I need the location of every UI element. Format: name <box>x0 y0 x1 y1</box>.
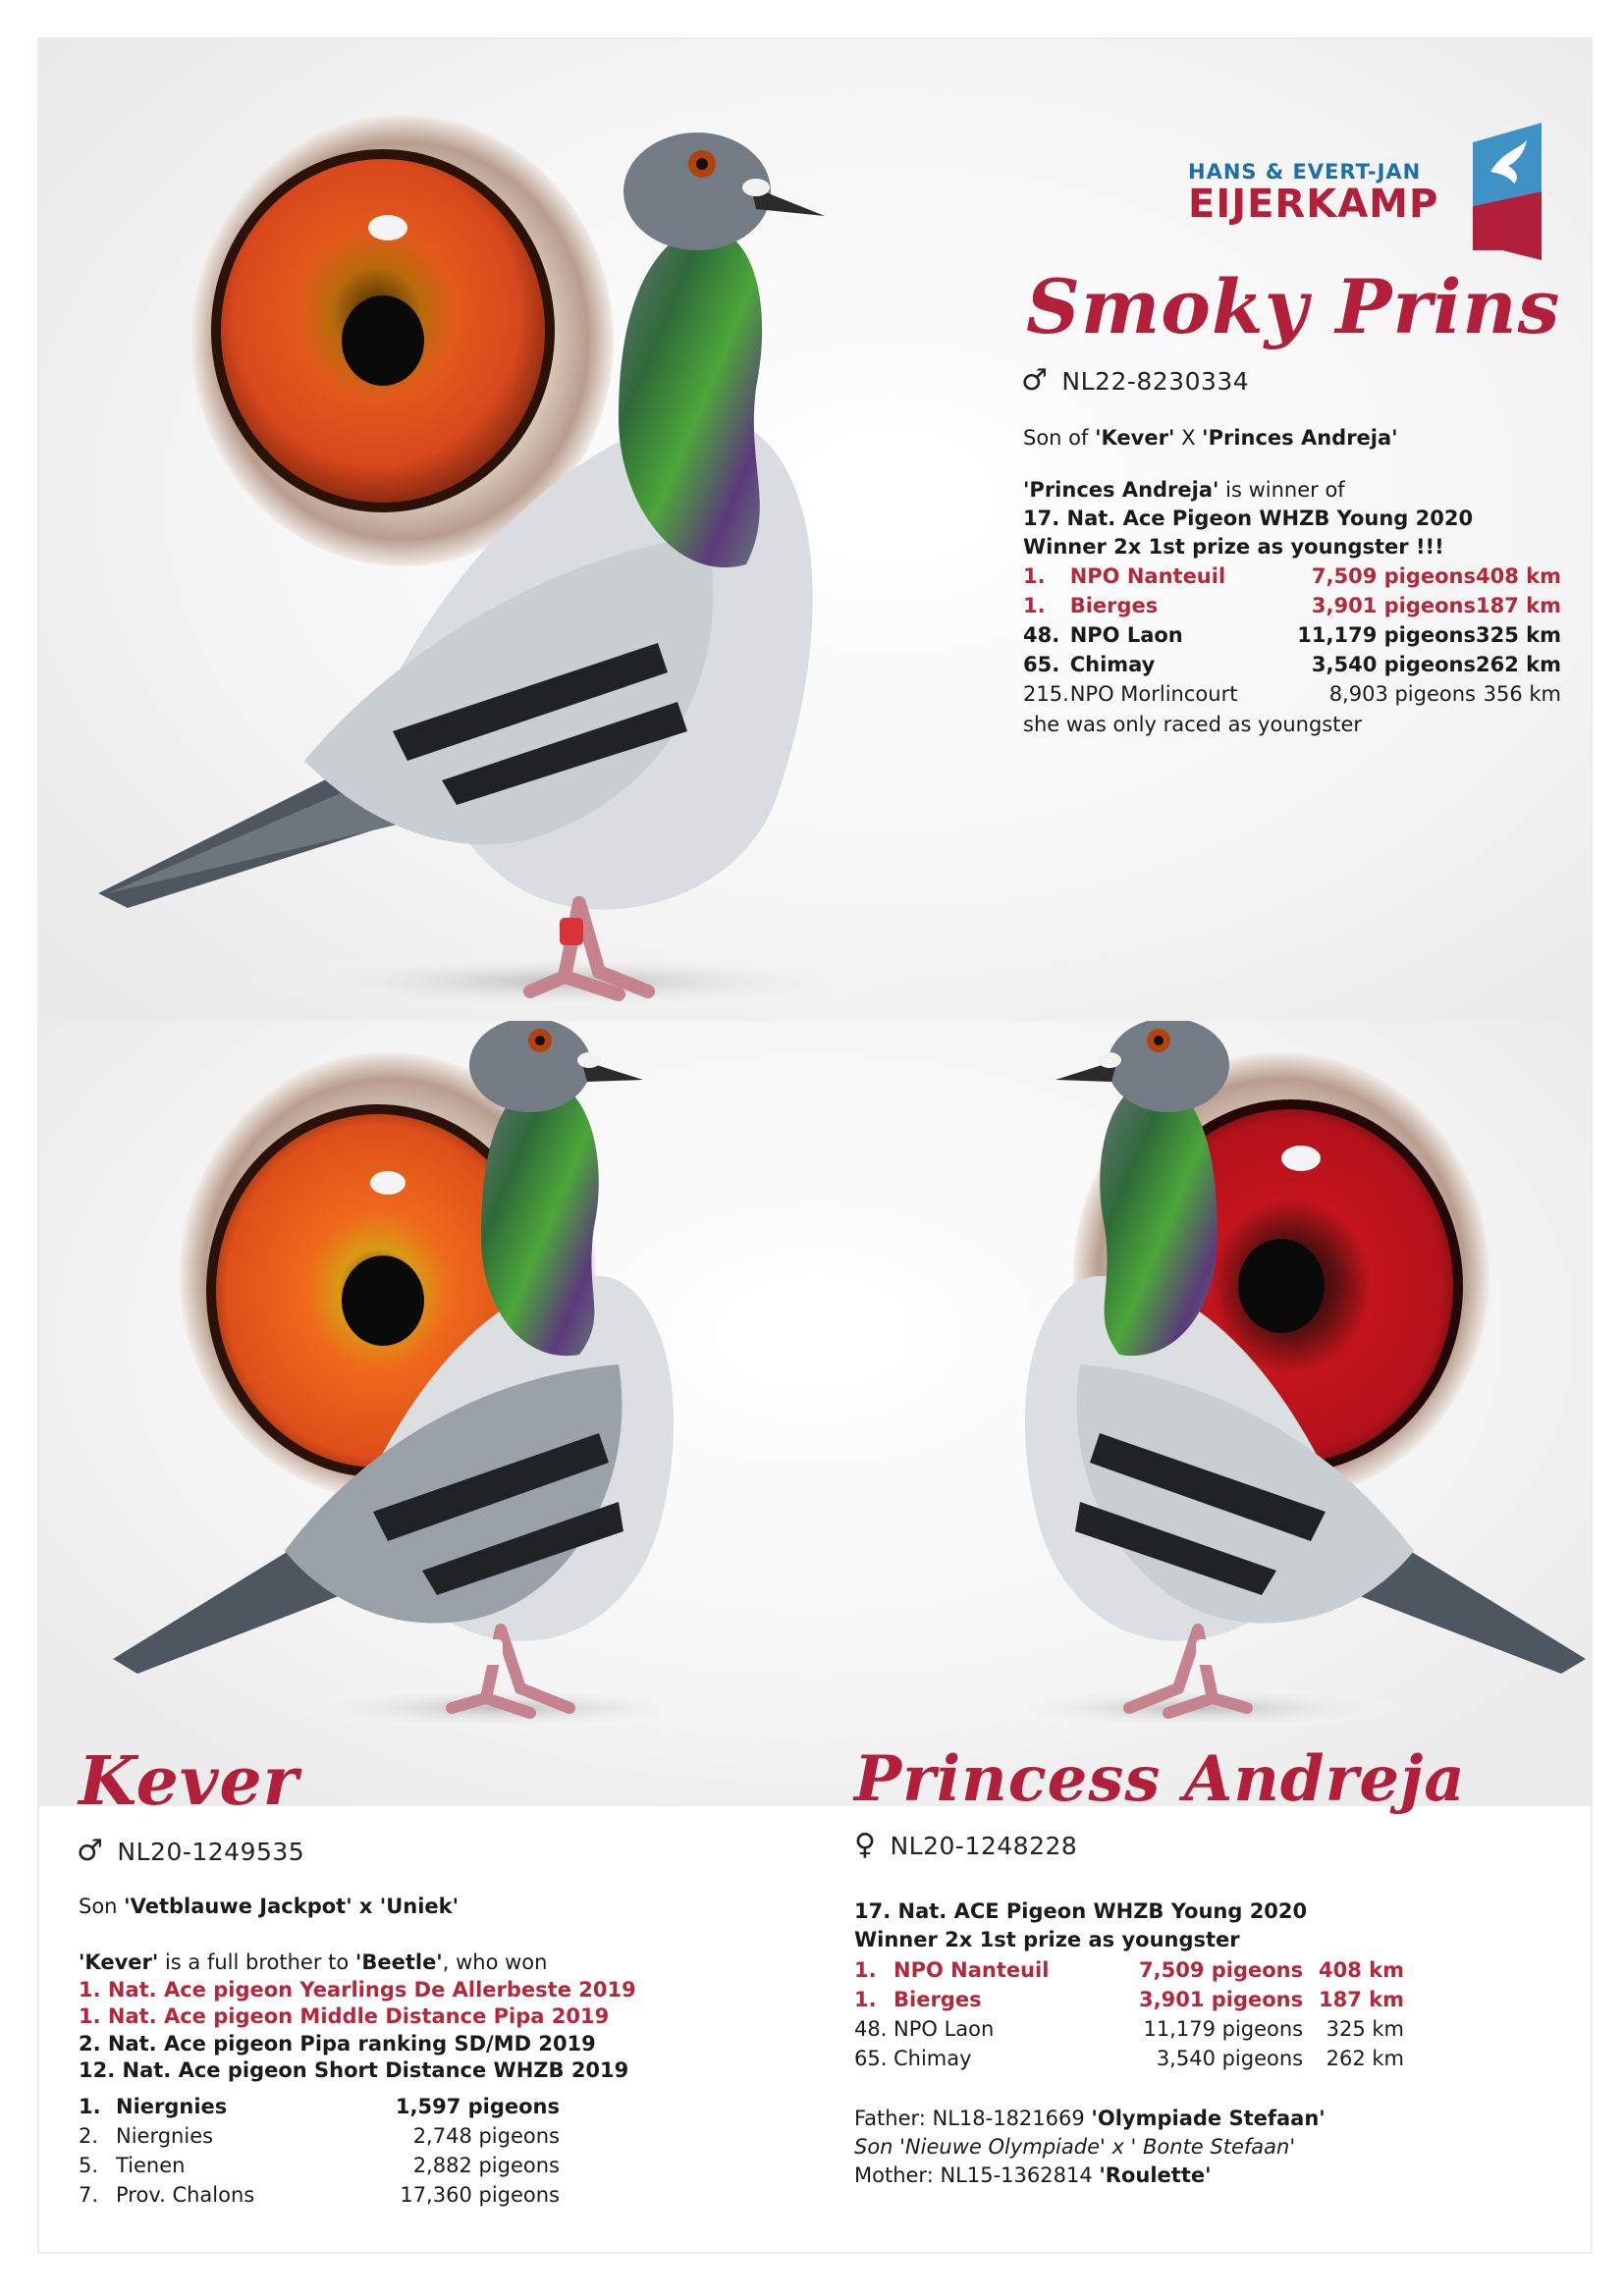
andreja-ring-number: NL20-1248228 <box>890 1832 1078 1860</box>
andreja-results-table <box>854 1955 1404 2073</box>
smoky-winner-block: 'Princes Andreja' is winner of 17. Nat. Ace Pigeon WHZB Young 2020 Winner 2x 1st prize as youngster !!! <box>1023 476 1593 561</box>
kever-title-2: 1. Nat. Ace pigeon Middle Distance Pipa 2019 <box>79 2004 610 2028</box>
table-row: 7. Prov. Chalons 17,360 pigeons <box>79 2183 560 2207</box>
kever-name: Kever <box>79 1742 299 1821</box>
smoky-footer: she was only raced as youngster <box>1023 713 1363 736</box>
page-frame <box>37 37 1593 2254</box>
table-row: 1. NPO Nanteuil 7,509 pigeons 408 km <box>1023 564 1561 588</box>
kever-title-4: 12. Nat. Ace pigeon Short Distance WHZB 2019 <box>79 2058 629 2082</box>
table-row: 215. NPO Morlincourt 8,903 pigeons 356 km <box>1023 682 1561 706</box>
table-row: 1. NPO Nanteuil 7,509 pigeons 408 km <box>854 1958 1404 1982</box>
table-row: 65. Chimay 3,540 pigeons 262 km <box>1023 653 1561 676</box>
kever-ring <box>77 1834 304 1868</box>
kever-results-table <box>79 2092 560 2210</box>
table-row: 48. NPO Laon 11,179 pigeons 325 km <box>1023 623 1561 647</box>
smoky-father: 'Kever' <box>1095 426 1175 450</box>
table-row: 65. Chimay 3,540 pigeons 262 km <box>854 2047 1404 2070</box>
smoky-ring-number: NL22-8230334 <box>1061 367 1250 396</box>
table-row: 1. Bierges 3,901 pigeons 187 km <box>854 1988 1404 2011</box>
andreja-pedigree: Father: NL18-1821669 'Olympiade Stefaan' Son 'Nieuwe Olympiade' x ' Bonte Stefaan' Mother: NL15-1362814 'Roulette' <box>854 2107 1326 2187</box>
table-row: 1. Bierges 3,901 pigeons 187 km <box>1023 594 1561 617</box>
kever-title-1: 1. Nat. Ace pigeon Yearlings De Allerbeste 2019 <box>79 1977 636 2002</box>
kever-ring-number: NL20-1249535 <box>117 1838 305 1866</box>
male-symbol-icon: ♂ <box>77 1834 104 1868</box>
smoky-title-1: 17. Nat. Ace Pigeon WHZB Young 2020 <box>1023 507 1474 530</box>
smoky-title-2: Winner 2x 1st prize as youngster !!! <box>1023 535 1444 559</box>
kever-parents: Son 'Vetblauwe Jackpot' x 'Uniek' <box>79 1895 460 1918</box>
table-row: 48. NPO Laon 11,179 pigeons 325 km <box>854 2017 1404 2041</box>
dove-flag-icon <box>1473 123 1542 260</box>
andreja-titles: 17. Nat. ACE Pigeon WHZB Young 2020 Winner 2x 1st prize as youngster <box>854 1899 1308 1951</box>
andreja-pigeon-image <box>844 1021 1591 1747</box>
smoky-parents: Son of 'Kever' X 'Princes Andreja' <box>1023 426 1398 450</box>
kever-title-3: 2. Nat. Ace pigeon Pipa ranking SD/MD 2019 <box>79 2031 596 2056</box>
andreja-ring <box>854 1828 1077 1862</box>
logo-line2: EIJERKAMP <box>1188 182 1439 227</box>
smoky-results-table <box>1023 561 1561 709</box>
table-row: 5. Tienen 2,882 pigeons <box>79 2154 560 2177</box>
smoky-pigeon-image <box>69 93 1051 1036</box>
table-row: 2. Niergnies 2,748 pigeons <box>79 2124 560 2148</box>
smoky-ring <box>1021 363 1249 398</box>
male-symbol-icon: ♂ <box>1021 363 1049 398</box>
logo-line1: HANS & EVERT-JAN <box>1188 160 1422 184</box>
table-row: 1. Niergnies 1,597 pigeons <box>79 2095 560 2118</box>
female-symbol-icon: ♀ <box>854 1828 877 1862</box>
smoky-name: Smoky Prins <box>1026 263 1561 350</box>
brand-logo <box>1188 123 1542 270</box>
smoky-mother: 'Princes Andreja' <box>1202 426 1398 450</box>
kever-pigeon-image <box>108 1021 854 1747</box>
kever-achievements: 'Kever' is a full brother to 'Beetle', who won 1. Nat. Ace pigeon Yearlings De Allerbeste 2019 1. Nat. Ace pigeon Middle Distance Pipa 2019 2. Nat. Ace pigeon Pipa ranking SD/MD 2019 12. Nat. Ace pigeon Short Distance WHZB 2019 <box>79 1949 766 2085</box>
andreja-name: Princess Andreja <box>854 1742 1466 1816</box>
